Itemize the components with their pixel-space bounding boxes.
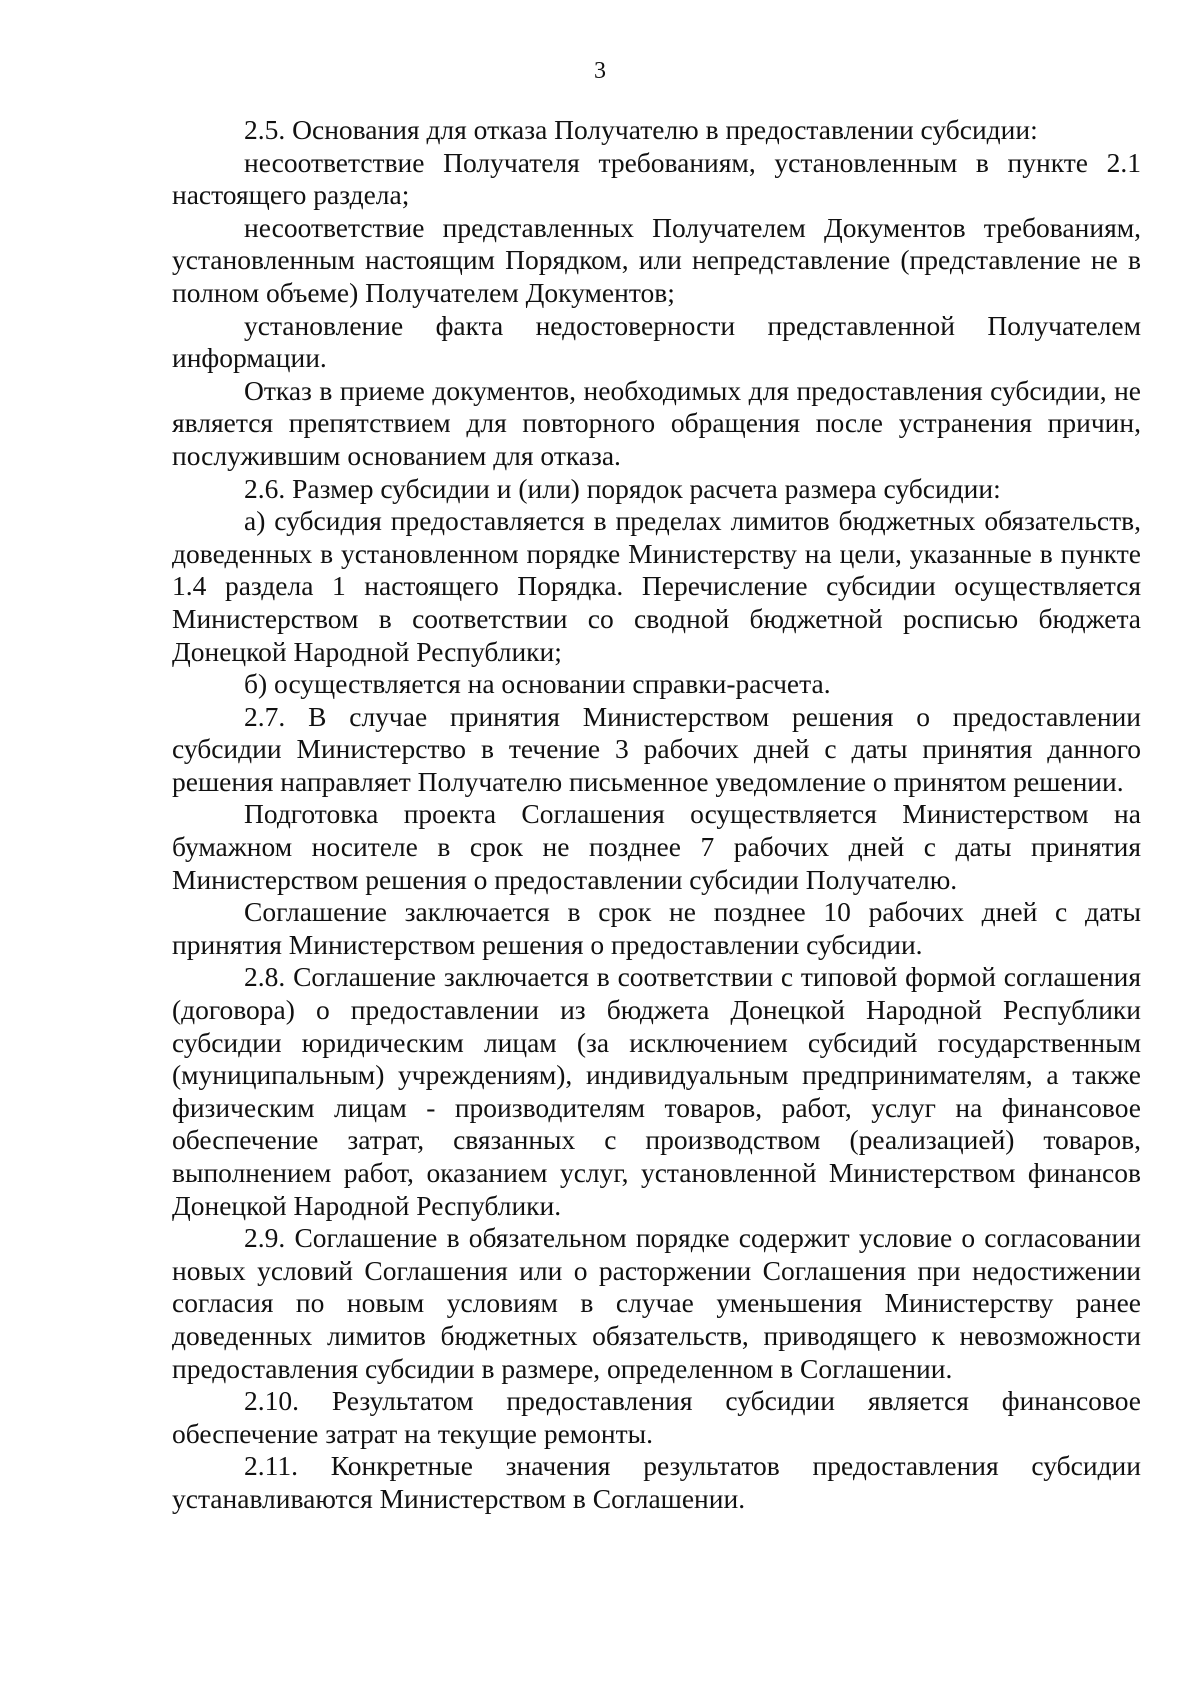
- page-number: 3: [594, 58, 606, 84]
- paragraph-2-7-draft: Подготовка проекта Соглашения осуществляется Министерством на бумажном носителе в срок не позднее 7 рабочих дней с даты принятия Министерством решения о предоставлении субсидии Получателю.: [172, 798, 1141, 895]
- paragraph-2-9: 2.9. Соглашение в обязательном порядке содержит условие о согласовании новых условий Соглашения или о расторжении Соглашения при недостижении согласия по новым условиям в случае уменьшения Министерству ранее доведенных лимитов бюджетных обязательств, приводящего к невозможности предоставления субсидии в размере, определенном в Соглашении.: [172, 1222, 1141, 1384]
- paragraph-2-6-a: а) субсидия предоставляется в пределах лимитов бюджетных обязательств, доведенных в установленном порядке Министерству на цели, указанные в пункте 1.4 раздела 1 настоящего Порядка. Перечисление субсидии осуществляется Министерством в соответствии со сводной бюджетной росписью бюджета Донецкой Народной Республики;: [172, 505, 1141, 667]
- paragraph-refusal-note: Отказ в приеме документов, необходимых для предоставления субсидии, не является препятствием для повторного обращения после устранения причин, послужившим основанием для отказа.: [172, 374, 1141, 471]
- paragraph-refusal-ground-1: несоответствие Получателя требованиям, установленным в пункте 2.1 настоящего раздела;: [172, 146, 1141, 211]
- paragraph-refusal-ground-3: установление факта недостоверности представленной Получателем информации.: [172, 309, 1141, 374]
- paragraph-2-11: 2.11. Конкретные значения результатов предоставления субсидии устанавливаются Министерством в Соглашении.: [172, 1450, 1141, 1514]
- paragraph-2-8: 2.8. Соглашение заключается в соответствии с типовой формой соглашения (договора) о предоставлении из бюджета Донецкой Народной Республики субсидии юридическим лицам (за исключением субсидий государственным (муниципальным) учреждениям), индивидуальным предпринимателям, а также физическим лицам - производителям товаров, работ, услуг на финансовое обеспечение затрат, связанных с производством (реализацией) товаров, выполнением работ, оказанием услуг, установленной Министерством финансов Донецкой Народной Республики.: [172, 961, 1141, 1221]
- paragraph-refusal-ground-2: несоответствие представленных Получателем Документов требованиям, установленным настоящим Порядком, или непредставление (представление не в полном объеме) Получателем Документов;: [172, 211, 1141, 308]
- paragraph-2-5: 2.5. Основания для отказа Получателю в предоставлении субсидии:: [244, 114, 1038, 145]
- paragraph-2-10: 2.10. Результатом предоставления субсидии является финансовое обеспечение затрат на текущие ремонты.: [172, 1385, 1141, 1449]
- document-body: [172, 114, 1141, 1516]
- paragraph-2-6-b: б) осуществляется на основании справки-расчета.: [244, 668, 831, 700]
- paragraph-2-7-conclusion: Соглашение заключается в срок не позднее 10 рабочих дней с даты принятия Министерством решения о предоставлении субсидии.: [172, 896, 1141, 960]
- paragraph-2-7: 2.7. В случае принятия Министерством решения о предоставлении субсидии Министерство в течение 3 рабочих дней с даты принятия данного решения направляет Получателю письменное уведомление о принятом решении.: [172, 700, 1141, 797]
- paragraph-2-6: 2.6. Размер субсидии и (или) порядок расчета размера субсидии:: [244, 472, 1001, 504]
